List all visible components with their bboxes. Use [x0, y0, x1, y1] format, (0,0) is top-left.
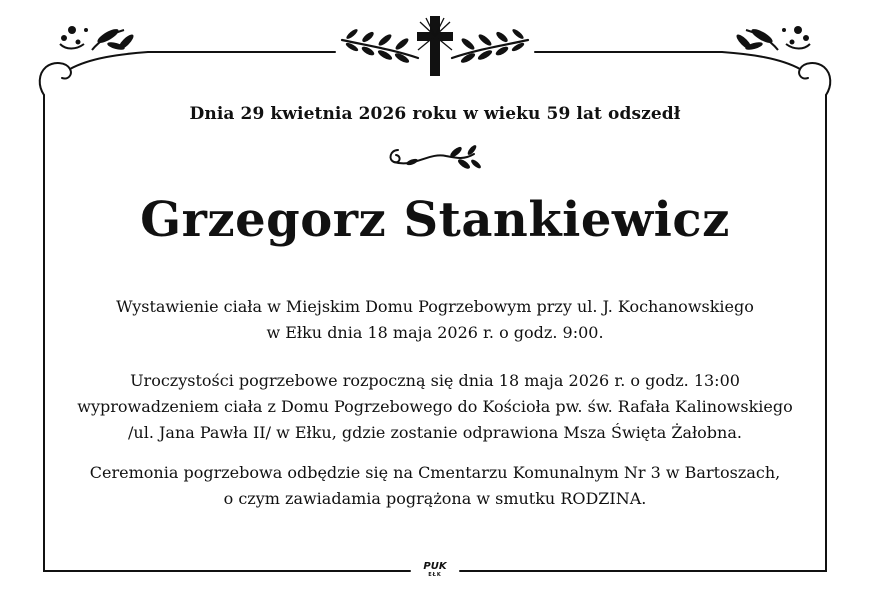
leaf-flourish-icon [384, 142, 484, 176]
logo-main-text: PUK [423, 561, 447, 572]
funeral-line-2: wyprowadzeniem ciała z Domu Pogrzebowego do Kościoła pw. św. Rafała Kalinowskiego [77, 397, 793, 416]
burial-line-1: Ceremonia pogrzebowa odbędzie się na Cmentarzu Komunalnym Nr 3 w Bartoszach, [89, 463, 781, 482]
burial-line-2: o czym zawiadamia pogrążona w smutku RODZINA. [223, 489, 647, 508]
funeral-line-1: Uroczystości pogrzebowe rozpoczną się dnia 18 maja 2026 r. o godz. 13:00 [130, 371, 740, 390]
death-announcement: Dnia 29 kwietnia 2026 roku w wieku 59 lat odszedł [189, 104, 681, 124]
viewing-line-1: Wystawienie ciała w Miejskim Domu Pogrzebowym przy ul. J. Kochanowskiego [116, 297, 754, 316]
burial-paragraph [40, 460, 830, 512]
funeral-line-3: /ul. Jana Pawła II/ w Ełku, gdzie zostanie odprawiona Msza Święta Żałobna. [128, 423, 742, 442]
viewing-paragraph [40, 294, 830, 346]
puk-logo [416, 562, 454, 580]
funeral-paragraph [40, 368, 830, 446]
logo-sub-text: EŁK [428, 572, 442, 578]
deceased-name: Grzegorz Stankiewicz [140, 192, 730, 248]
viewing-line-2: w Ełku dnia 18 maja 2026 r. o godz. 9:00. [266, 323, 604, 342]
